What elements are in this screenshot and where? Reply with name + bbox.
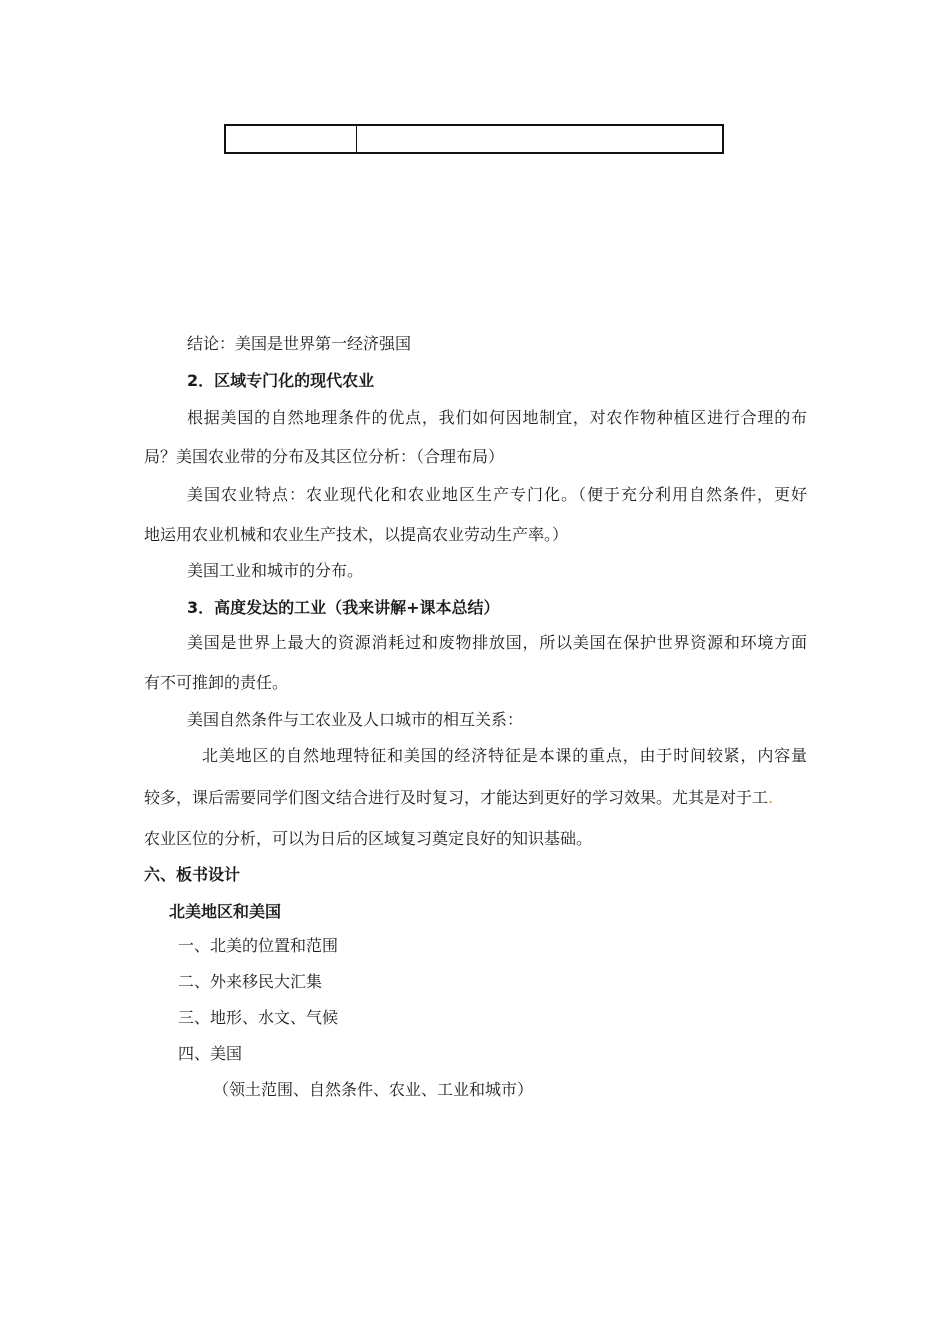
section-heading-industry: 3．高度发达的工业（我来讲解+课本总结）: [187, 598, 500, 617]
board-item: 二、外来移民大汇集: [178, 972, 323, 991]
paragraph-text: 有不可推卸的责任。: [144, 673, 289, 692]
conclusion-text: 结论：美国是世界第一经济强国: [187, 334, 412, 353]
paragraph-text: 美国是世界上最大的资源消耗过和废物排放国，所以美国在保护世界资源和环境方面: [187, 633, 807, 652]
paragraph-text: 地运用农业机械和农业生产技术，以提高农业劳动生产率。）: [144, 525, 569, 544]
paragraph-text: 局？美国农业带的分布及其区位分析：（合理布局）: [144, 447, 505, 466]
paragraph-text: 美国农业特点：农业现代化和农业地区生产专门化。（便于充分利用自然条件，更好: [187, 485, 807, 504]
mark-dot: .: [768, 788, 774, 807]
table-cell-right: [357, 126, 722, 152]
board-sub-note: （领土范围、自然条件、农业、工业和城市）: [213, 1080, 534, 1099]
paragraph-text: 美国工业和城市的分布。: [187, 561, 364, 580]
board-item: 一、北美的位置和范围: [178, 936, 339, 955]
paragraph-text: 农业区位的分析，可以为日后的区域复习奠定良好的知识基础。: [144, 829, 593, 848]
board-design-heading: 六、板书设计: [144, 865, 241, 884]
board-item: 四、美国: [178, 1044, 243, 1063]
paragraph-text: 美国自然条件与工农业及人口城市的相互关系：: [187, 710, 524, 729]
table-fragment: [224, 124, 724, 154]
table-cell-left: [226, 126, 357, 152]
paragraph-text: 北美地区的自然地理特征和美国的经济特征是本课的重点，由于时间较紧，内容量: [202, 746, 807, 765]
board-item: 三、地形、水文、气候: [178, 1008, 339, 1027]
paragraph-text: 较多，课后需要同学们图文结合进行及时复习，才能达到更好的学习效果。尤其是对于工: [144, 788, 769, 807]
board-title: 北美地区和美国: [169, 902, 282, 921]
paragraph-text: 根据美国的自然地理条件的优点，我们如何因地制宜，对农作物种植区进行合理的布: [187, 408, 807, 427]
section-heading-agriculture: 2．区域专门化的现代农业: [187, 371, 375, 390]
paragraph-text-with-mark: [144, 788, 773, 808]
